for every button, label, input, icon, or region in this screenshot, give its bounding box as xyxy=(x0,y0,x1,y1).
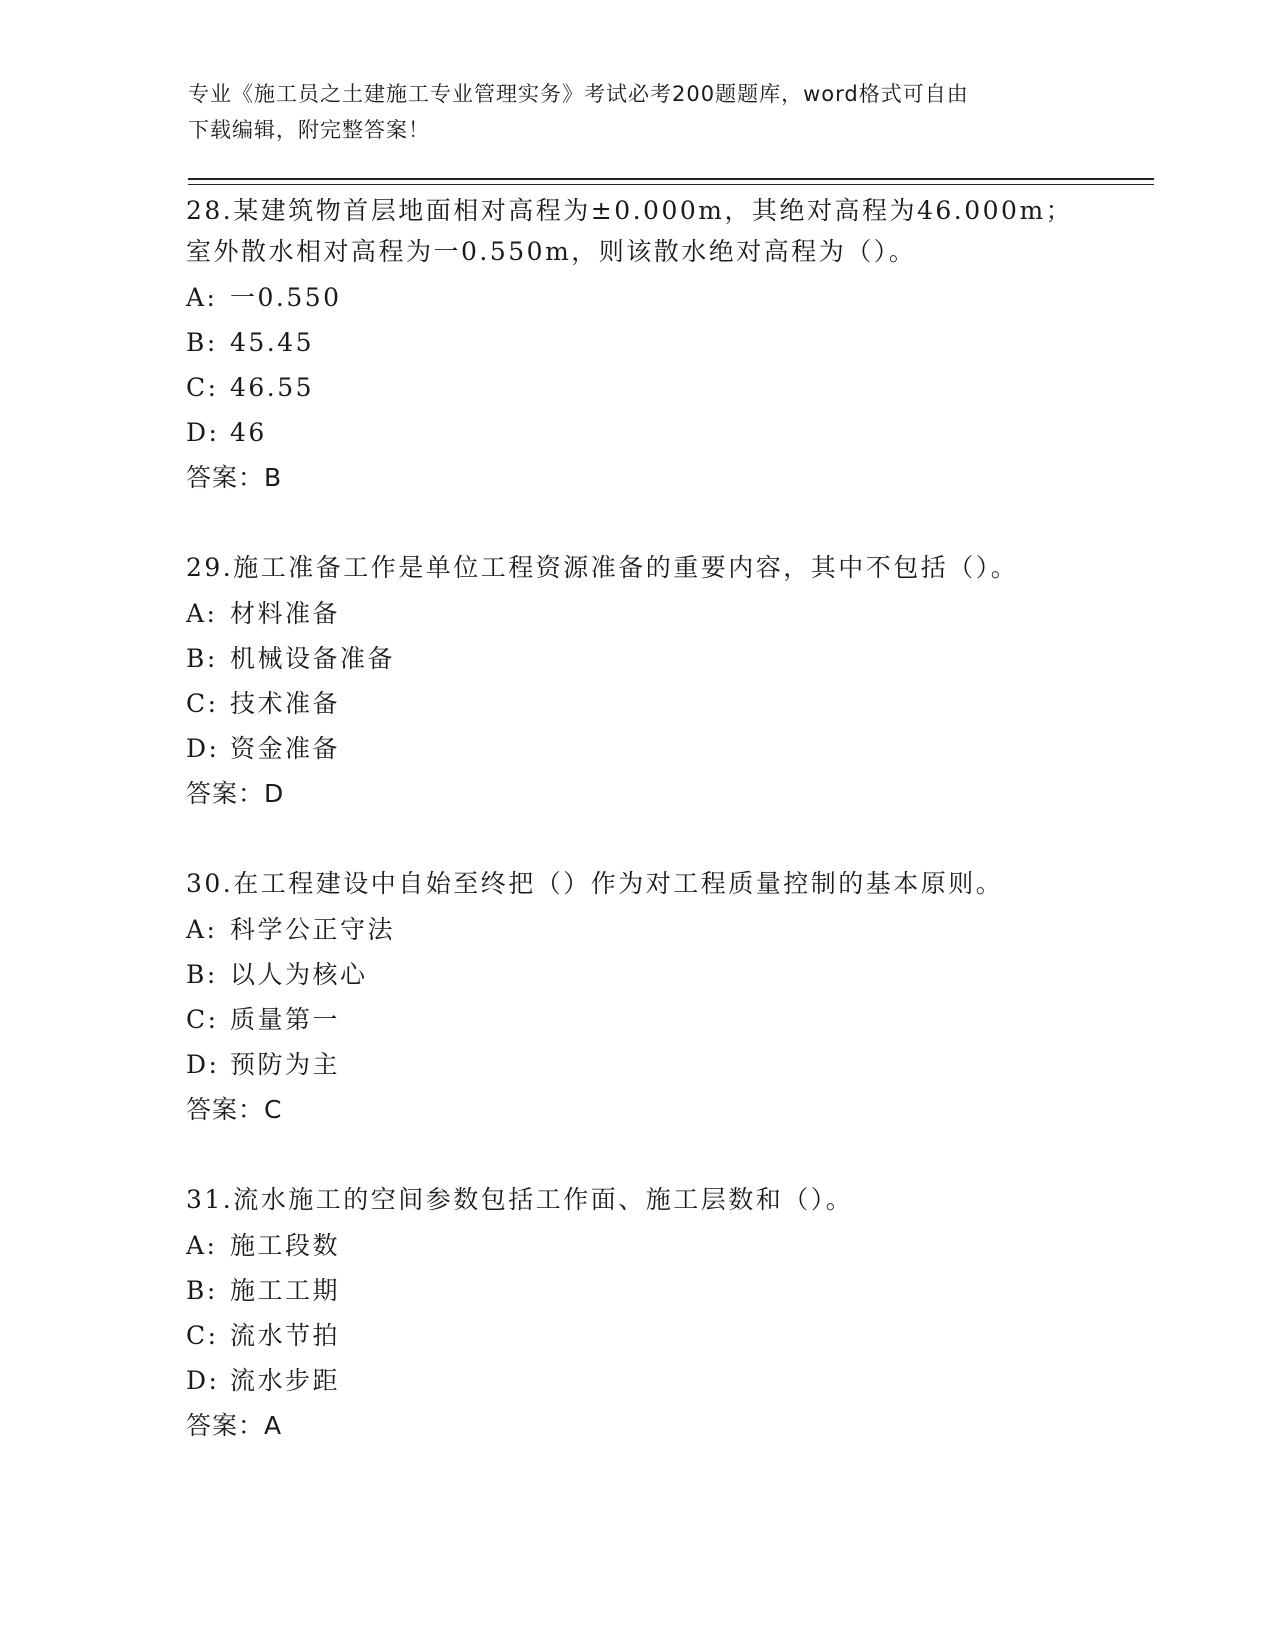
question-stem-line-1: 28.某建筑物首层地面相对高程为±0.000m，其绝对高程为46.000m； xyxy=(186,196,1074,225)
option-b xyxy=(186,320,1166,365)
option-text: 材料准备 xyxy=(230,599,341,628)
question-stem-line-1: 29.施工准备工作是单位工程资源准备的重要内容，其中不包括（）。 xyxy=(186,553,1019,582)
option-b xyxy=(186,952,1166,997)
option-text: 46.55 xyxy=(230,373,315,402)
option-c xyxy=(186,681,1166,726)
option-c xyxy=(186,997,1166,1042)
option-a xyxy=(186,275,1166,320)
option-text: 46 xyxy=(230,418,267,447)
option-key: D: xyxy=(186,1050,220,1079)
document-header xyxy=(188,76,1068,148)
option-text: 以人为核心 xyxy=(230,960,368,989)
option-key: D: xyxy=(186,1366,220,1395)
option-text: 施工工期 xyxy=(230,1276,341,1305)
option-a xyxy=(186,1223,1166,1268)
question-stem xyxy=(186,863,1166,904)
answer-label: 答案：B xyxy=(186,463,283,492)
option-d xyxy=(186,410,1166,455)
header-divider-thick xyxy=(188,178,1154,180)
option-key: B: xyxy=(186,644,218,673)
option-key: B: xyxy=(186,328,218,357)
option-text: 流水步距 xyxy=(230,1366,341,1395)
option-key: A: xyxy=(186,283,218,312)
option-key: A: xyxy=(186,599,218,628)
question-29 xyxy=(186,547,1166,817)
option-key: A: xyxy=(186,915,218,944)
option-key: C: xyxy=(186,1005,219,1034)
option-d xyxy=(186,726,1166,771)
option-text: 施工段数 xyxy=(230,1231,341,1260)
option-text: 科学公正守法 xyxy=(230,915,396,944)
header-line-1: 专业《施工员之土建施工专业管理实务》考试必考200题题库，word格式可自由 xyxy=(188,82,969,106)
option-a xyxy=(186,907,1166,952)
option-b xyxy=(186,1268,1166,1313)
option-text: 流水节拍 xyxy=(230,1321,341,1350)
question-stem-line-2: 室外散水相对高程为一0.550m，则该散水绝对高程为（）。 xyxy=(186,237,917,266)
option-text: 资金准备 xyxy=(230,734,341,763)
question-31 xyxy=(186,1179,1166,1449)
question-stem xyxy=(186,547,1166,588)
header-divider-thin xyxy=(188,184,1154,185)
question-stem-line-1: 31.流水施工的空间参数包括工作面、施工层数和（）。 xyxy=(186,1185,854,1214)
option-text: 预防为主 xyxy=(230,1050,341,1079)
option-key: B: xyxy=(186,1276,218,1305)
option-text: 机械设备准备 xyxy=(230,644,396,673)
answer-label: 答案：C xyxy=(186,1095,283,1124)
question-list xyxy=(186,190,1166,1495)
option-key: B: xyxy=(186,960,218,989)
answer-label: 答案：A xyxy=(186,1411,283,1440)
option-d xyxy=(186,1358,1166,1403)
option-key: D: xyxy=(186,734,220,763)
answer-label: 答案：D xyxy=(186,779,285,808)
option-text: 技术准备 xyxy=(230,689,341,718)
option-text: 45.45 xyxy=(230,328,315,357)
option-c xyxy=(186,365,1166,410)
option-text: 一0.550 xyxy=(230,283,342,312)
option-text: 质量第一 xyxy=(230,1005,341,1034)
option-b xyxy=(186,636,1166,681)
option-key: C: xyxy=(186,1321,219,1350)
option-key: C: xyxy=(186,373,219,402)
option-d xyxy=(186,1042,1166,1087)
option-key: D: xyxy=(186,418,220,447)
question-stem xyxy=(186,1179,1166,1220)
option-c xyxy=(186,1313,1166,1358)
option-a xyxy=(186,591,1166,636)
option-key: A: xyxy=(186,1231,218,1260)
question-stem-line-1: 30.在工程建设中自始至终把（）作为对工程质量控制的基本原则。 xyxy=(186,869,1004,898)
header-line-2: 下载编辑，附完整答案！ xyxy=(188,118,430,142)
question-stem xyxy=(186,190,1166,272)
option-key: C: xyxy=(186,689,219,718)
question-30 xyxy=(186,863,1166,1133)
question-28 xyxy=(186,190,1166,501)
